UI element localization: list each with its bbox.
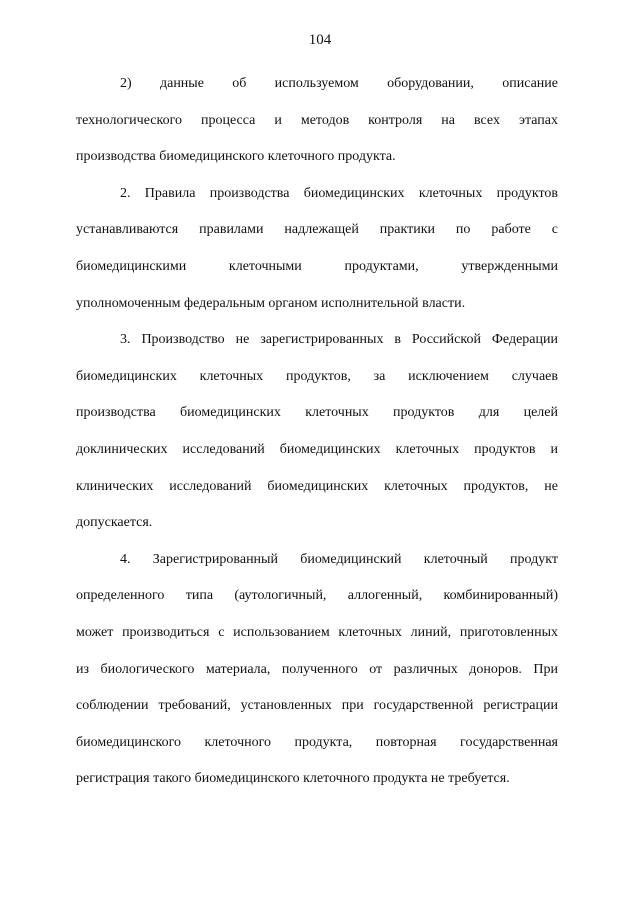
- paragraph-4: [76, 542, 558, 798]
- paragraph-line: из биологического материала, полученного от различных доноров. При: [76, 661, 558, 677]
- paragraph-line: допускается.: [76, 515, 153, 531]
- paragraph-line: технологического процесса и методов контроля на всех этапах: [76, 112, 558, 128]
- paragraph-line: доклинических исследований биомедицинских клеточных продуктов и: [76, 441, 558, 457]
- document-body: [76, 66, 558, 798]
- paragraph-1: [76, 66, 558, 176]
- page-number: 104: [308, 32, 332, 48]
- paragraph-line: биомедицинских клеточных продуктов, за исключением случаев: [76, 368, 558, 384]
- paragraph-line: клинических исследований биомедицинских клеточных продуктов, не: [76, 478, 558, 494]
- paragraph-line: соблюдении требований, установленных при государственной регистрации: [76, 698, 558, 714]
- paragraph-line: регистрация такого биомедицинского клеточного продукта не требуется.: [76, 771, 510, 787]
- paragraph-line: биомедицинскими клеточными продуктами, утвержденными: [76, 258, 558, 274]
- paragraph-line: устанавливаются правилами надлежащей практики по работе с: [76, 222, 558, 238]
- paragraph-line: биомедицинского клеточного продукта, повторная государственная: [76, 734, 558, 750]
- paragraph-line: 4. Зарегистрированный биомедицинский клеточный продукт: [120, 551, 558, 567]
- paragraph-line: определенного типа (аутологичный, аллогенный, комбинированный): [76, 588, 558, 604]
- paragraph-3: [76, 322, 558, 542]
- paragraph-line: производства биомедицинских клеточных продуктов для целей: [76, 405, 558, 421]
- paragraph-2: [76, 176, 558, 322]
- paragraph-line: 3. Производство не зарегистрированных в Российской Федерации: [120, 332, 558, 348]
- paragraph-line: 2. Правила производства биомедицинских клеточных продуктов: [120, 185, 558, 201]
- paragraph-line: 2) данные об используемом оборудовании, описание: [120, 76, 558, 91]
- paragraph-line: производства биомедицинского клеточного продукта.: [76, 149, 396, 165]
- paragraph-line: может производиться с использованием клеточных линий, приготовленных: [76, 624, 558, 640]
- paragraph-line: уполномоченным федеральным органом исполнительной власти.: [76, 295, 466, 311]
